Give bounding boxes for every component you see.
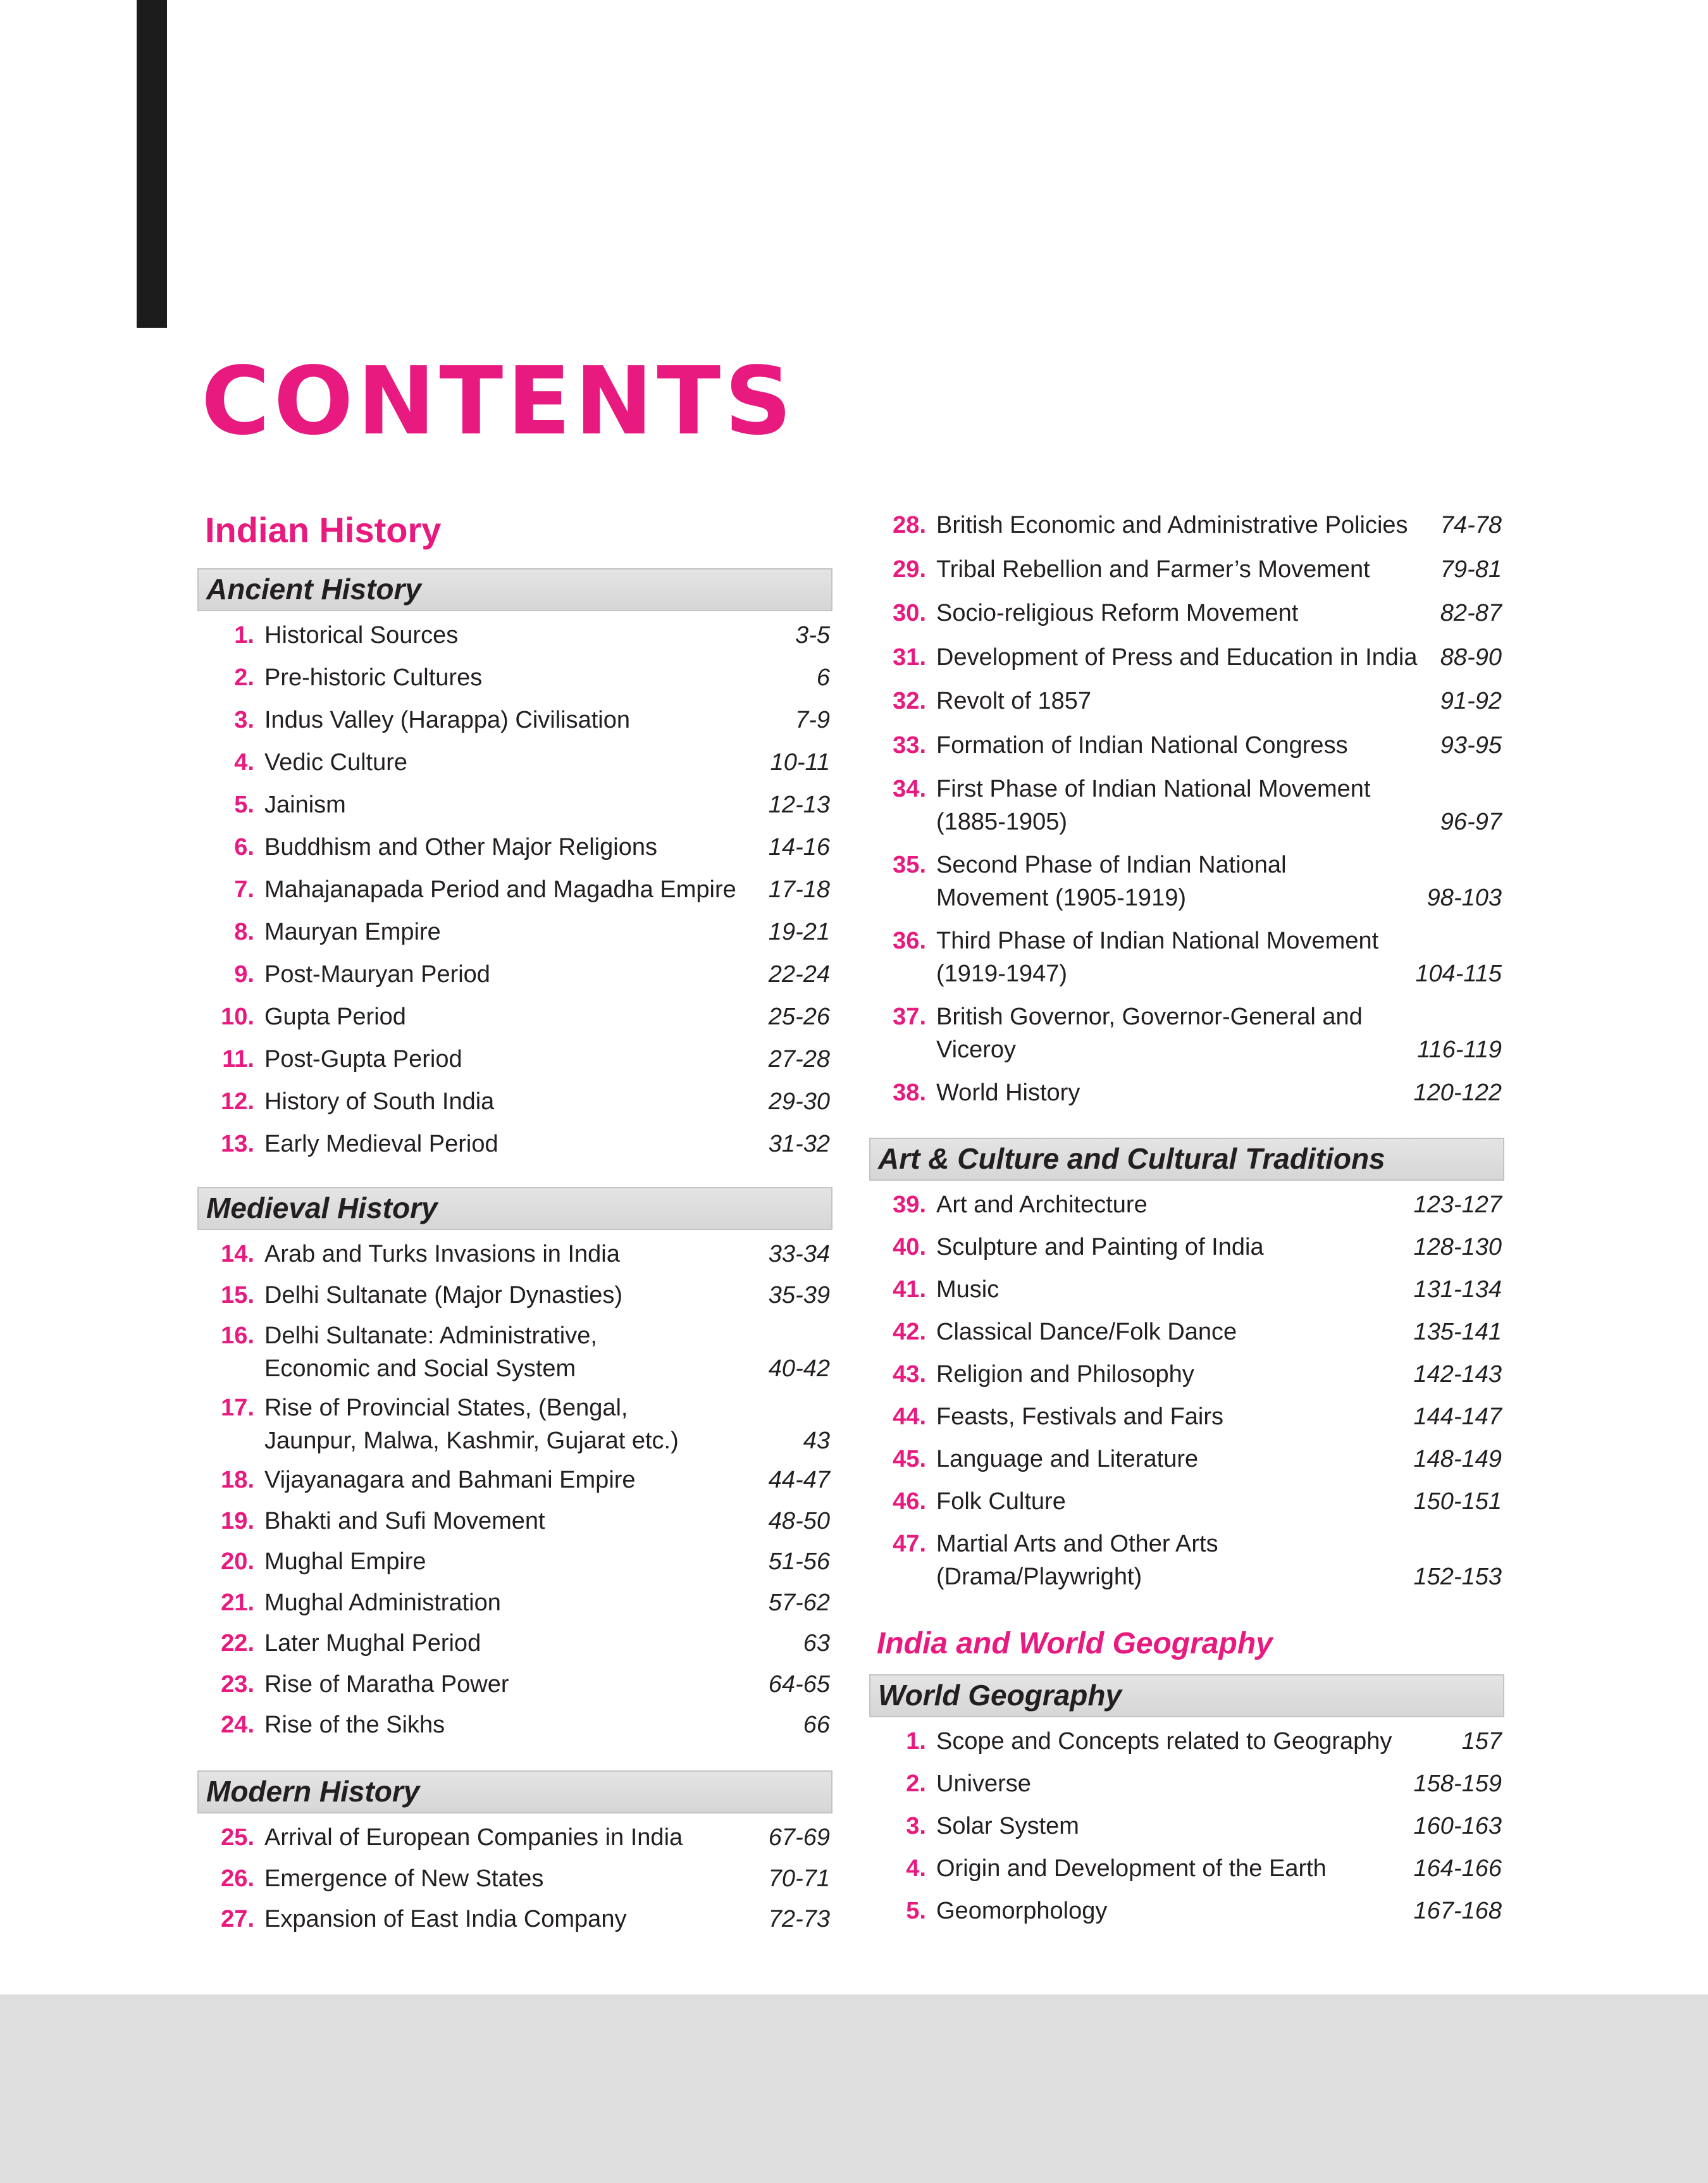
part-title-indian-history: Indian History bbox=[205, 510, 442, 550]
toc-entry[interactable] bbox=[869, 1231, 1504, 1264]
entry-page-range: 152-153 bbox=[1413, 1564, 1502, 1590]
toc-entry[interactable] bbox=[197, 1279, 832, 1312]
entry-number: 22. bbox=[221, 1630, 254, 1657]
toc-entry[interactable] bbox=[869, 1000, 1504, 1066]
entry-title: Indus Valley (Harappa) Civilisation bbox=[264, 707, 630, 733]
corner-bar-decoration bbox=[137, 0, 167, 328]
entry-number: 14. bbox=[221, 1241, 254, 1267]
entry-number: 6. bbox=[234, 834, 254, 861]
toc-entry[interactable] bbox=[197, 873, 832, 906]
toc-entry[interactable] bbox=[869, 553, 1504, 586]
toc-entry[interactable] bbox=[197, 788, 832, 821]
toc-entry[interactable] bbox=[869, 597, 1504, 630]
entry-title: Rise of Maratha Power bbox=[264, 1670, 509, 1698]
entry-number: 42. bbox=[893, 1319, 926, 1345]
toc-entry[interactable] bbox=[197, 661, 832, 694]
entry-title: World History bbox=[936, 1079, 1080, 1106]
entry-number: 21. bbox=[221, 1589, 254, 1616]
toc-entry[interactable] bbox=[197, 1319, 832, 1385]
entry-title: Historical Sources bbox=[264, 622, 459, 649]
section-header-ancient-history bbox=[197, 568, 832, 611]
entry-number: 30. bbox=[893, 600, 926, 626]
entry-number: 24. bbox=[221, 1712, 254, 1738]
toc-entry[interactable] bbox=[869, 1443, 1504, 1476]
section-header-medieval-history bbox=[197, 1187, 832, 1230]
entry-number: 28. bbox=[893, 512, 926, 538]
entry-number: 33. bbox=[893, 731, 926, 759]
toc-entry[interactable] bbox=[869, 1358, 1504, 1391]
toc-entry[interactable] bbox=[869, 924, 1504, 990]
entry-title: Rise of the Sikhs bbox=[264, 1712, 445, 1738]
entry-title: Art and Architecture bbox=[936, 1191, 1148, 1218]
entry-page-range: 12-13 bbox=[768, 792, 830, 818]
toc-entry[interactable] bbox=[869, 1894, 1504, 1927]
entry-page-range: 66 bbox=[803, 1712, 830, 1738]
entry-page-range: 14-16 bbox=[768, 834, 830, 861]
entry-page-range: 150-151 bbox=[1413, 1488, 1502, 1515]
entry-page-range: 93-95 bbox=[1440, 731, 1502, 759]
entry-page-range: 17-18 bbox=[768, 876, 830, 903]
section-title: Modern History bbox=[206, 1775, 420, 1808]
entry-number: 17. bbox=[221, 1395, 254, 1421]
entry-number: 46. bbox=[893, 1488, 926, 1515]
entry-page-range: 158-159 bbox=[1413, 1770, 1502, 1797]
toc-entry[interactable] bbox=[869, 1076, 1504, 1109]
section-title: World Geography bbox=[878, 1679, 1122, 1712]
toc-entry[interactable] bbox=[869, 1527, 1504, 1593]
entry-title: Scope and Concepts related to Geography bbox=[936, 1728, 1392, 1755]
entry-page-range: 104-115 bbox=[1415, 961, 1502, 987]
entry-number: 36. bbox=[893, 928, 926, 954]
entry-title: British Economic and Administrative Policies bbox=[936, 512, 1408, 538]
entry-number: 37. bbox=[893, 1004, 926, 1030]
entry-title: Post-Mauryan Period bbox=[264, 961, 490, 988]
entry-number: 5. bbox=[234, 792, 254, 818]
entry-title: Tribal Rebellion and Farmer’s Movement bbox=[936, 556, 1370, 583]
entry-number: 20. bbox=[221, 1548, 254, 1575]
entry-title: Later Mughal Period bbox=[264, 1630, 481, 1657]
entry-title: Post-Gupta Period bbox=[264, 1046, 462, 1073]
entry-number: 19. bbox=[221, 1507, 254, 1534]
entry-title: Third Phase of Indian National Movement (1919-1947) bbox=[936, 928, 1379, 987]
toc-entry[interactable] bbox=[197, 619, 832, 652]
entry-page-range: 131-134 bbox=[1413, 1276, 1502, 1303]
entry-page-range: 7-9 bbox=[795, 707, 830, 733]
entry-number: 3. bbox=[906, 1813, 926, 1839]
toc-entry[interactable] bbox=[197, 1464, 832, 1496]
entry-page-range: 67-69 bbox=[768, 1824, 830, 1851]
entry-title: Language and Literature bbox=[936, 1446, 1199, 1472]
toc-entry[interactable] bbox=[197, 704, 832, 737]
entry-page-range: 96-97 bbox=[1440, 809, 1502, 835]
section-header-world-geography bbox=[869, 1674, 1504, 1717]
entry-title: Bhakti and Sufi Movement bbox=[264, 1507, 545, 1534]
toc-entry[interactable] bbox=[197, 1085, 832, 1118]
entry-page-range: 116-119 bbox=[1417, 1036, 1502, 1063]
toc-entry[interactable] bbox=[197, 1668, 832, 1701]
entry-page-range: 29-30 bbox=[768, 1088, 830, 1115]
entry-number: 8. bbox=[234, 919, 254, 945]
toc-entry[interactable] bbox=[197, 1708, 832, 1741]
entry-title: Buddhism and Other Major Religions bbox=[264, 834, 657, 861]
entry-number: 10. bbox=[221, 1004, 254, 1030]
entry-title: Music bbox=[936, 1276, 999, 1303]
toc-entry[interactable] bbox=[869, 1810, 1504, 1843]
entry-title: Delhi Sultanate (Major Dynasties) bbox=[264, 1281, 623, 1309]
toc-entry[interactable] bbox=[197, 916, 832, 948]
entry-number: 4. bbox=[906, 1855, 926, 1882]
entry-number: 27. bbox=[221, 1906, 254, 1932]
entry-number: 2. bbox=[234, 664, 254, 691]
entry-title: Martial Arts and Other Arts (Drama/Playwright) bbox=[936, 1531, 1218, 1590]
toc-entry[interactable] bbox=[869, 773, 1504, 838]
section-title: Art & Culture and Cultural Traditions bbox=[878, 1142, 1385, 1175]
entry-page-range: 64-65 bbox=[768, 1670, 830, 1698]
entry-number: 12. bbox=[221, 1088, 254, 1115]
entry-page-range: 10-11 bbox=[770, 749, 830, 776]
entry-number: 15. bbox=[221, 1281, 254, 1309]
entry-title: Universe bbox=[936, 1770, 1031, 1797]
toc-entry[interactable] bbox=[869, 641, 1504, 674]
entry-title: Mahajanapada Period and Magadha Empire bbox=[264, 876, 736, 903]
entry-title: Rise of Provincial States, (Bengal, Jaunpur, Malwa, Kashmir, Gujarat etc.) bbox=[264, 1395, 679, 1454]
toc-entry[interactable] bbox=[197, 1545, 832, 1578]
toc-entry[interactable] bbox=[869, 1485, 1504, 1518]
entry-page-range: 6 bbox=[816, 664, 830, 691]
entry-page-range: 43 bbox=[803, 1427, 830, 1454]
entry-number: 40. bbox=[893, 1234, 926, 1260]
entry-number: 29. bbox=[893, 556, 926, 583]
entry-title: Mauryan Empire bbox=[264, 919, 441, 945]
toc-entry[interactable] bbox=[197, 1903, 832, 1936]
entry-number: 39. bbox=[893, 1191, 926, 1218]
entry-title: Pre-historic Cultures bbox=[264, 664, 483, 691]
entry-title: Geomorphology bbox=[936, 1898, 1108, 1924]
toc-entry[interactable] bbox=[869, 1400, 1504, 1433]
entry-page-range: 148-149 bbox=[1413, 1446, 1502, 1472]
toc-entry[interactable] bbox=[197, 1821, 832, 1854]
entry-number: 41. bbox=[893, 1276, 926, 1303]
entry-page-range: 48-50 bbox=[768, 1507, 830, 1534]
toc-entry[interactable] bbox=[869, 509, 1504, 542]
entry-title: Arrival of European Companies in India bbox=[264, 1824, 683, 1851]
entry-title: Folk Culture bbox=[936, 1488, 1066, 1515]
entry-title: Gupta Period bbox=[264, 1004, 406, 1030]
entry-number: 16. bbox=[221, 1322, 254, 1349]
entry-number: 5. bbox=[906, 1898, 926, 1924]
entry-page-range: 144-147 bbox=[1413, 1403, 1502, 1430]
toc-entry[interactable] bbox=[197, 1391, 832, 1457]
entry-title: Emergence of New States bbox=[264, 1865, 544, 1892]
entry-number: 23. bbox=[221, 1670, 254, 1698]
entry-page-range: 135-141 bbox=[1413, 1319, 1502, 1345]
entry-title: Classical Dance/Folk Dance bbox=[936, 1319, 1237, 1345]
entry-title: Mughal Empire bbox=[264, 1548, 426, 1575]
toc-entry[interactable] bbox=[197, 1862, 832, 1895]
entry-title: Jainism bbox=[264, 792, 346, 818]
entry-number: 38. bbox=[893, 1079, 926, 1106]
entry-title: Second Phase of Indian National Movement (1905-1919) bbox=[936, 852, 1287, 911]
toc-entry[interactable] bbox=[197, 831, 832, 864]
entry-page-range: 31-32 bbox=[768, 1131, 830, 1157]
toc-entry[interactable] bbox=[869, 1767, 1504, 1800]
entry-title: Development of Press and Education in India bbox=[936, 644, 1418, 671]
toc-entry[interactable] bbox=[869, 1725, 1504, 1758]
entry-number: 32. bbox=[893, 688, 926, 714]
entry-number: 11. bbox=[222, 1046, 254, 1073]
entry-page-range: 33-34 bbox=[768, 1241, 830, 1267]
section-title: Ancient History bbox=[206, 573, 421, 606]
entry-title: Solar System bbox=[936, 1813, 1079, 1839]
entry-page-range: 74-78 bbox=[1440, 512, 1502, 538]
entry-number: 47. bbox=[893, 1531, 926, 1557]
entry-title: Mughal Administration bbox=[264, 1589, 501, 1616]
entry-number: 1. bbox=[906, 1728, 926, 1755]
entry-page-range: 25-26 bbox=[768, 1004, 830, 1030]
entry-number: 35. bbox=[893, 852, 926, 878]
section-header-modern-history bbox=[197, 1770, 832, 1813]
toc-entry[interactable] bbox=[197, 1505, 832, 1538]
entry-page-range: 167-168 bbox=[1413, 1898, 1502, 1924]
entry-page-range: 160-163 bbox=[1413, 1813, 1502, 1839]
toc-entry[interactable] bbox=[869, 685, 1504, 718]
entry-page-range: 72-73 bbox=[768, 1906, 830, 1932]
entry-number: 4. bbox=[234, 749, 254, 776]
entry-page-range: 88-90 bbox=[1440, 644, 1502, 671]
entry-title: History of South India bbox=[264, 1088, 495, 1115]
entry-page-range: 3-5 bbox=[795, 622, 830, 649]
entry-title: First Phase of Indian National Movement (1885-1905) bbox=[936, 776, 1371, 835]
entry-page-range: 63 bbox=[803, 1630, 830, 1657]
toc-entry[interactable] bbox=[197, 1627, 832, 1660]
entry-page-range: 142-143 bbox=[1413, 1361, 1502, 1388]
section-title: Medieval History bbox=[206, 1191, 438, 1224]
toc-entry[interactable] bbox=[869, 1273, 1504, 1306]
toc-entry[interactable] bbox=[869, 729, 1504, 762]
toc-entry[interactable] bbox=[869, 849, 1504, 914]
entry-title: Feasts, Festivals and Fairs bbox=[936, 1403, 1224, 1430]
toc-entry[interactable] bbox=[197, 1238, 832, 1271]
entry-page-range: 82-87 bbox=[1440, 600, 1502, 626]
entry-number: 45. bbox=[893, 1446, 926, 1472]
footer-band bbox=[0, 1994, 1708, 2183]
toc-entry[interactable] bbox=[197, 1043, 832, 1076]
entry-number: 2. bbox=[906, 1770, 926, 1797]
entry-page-range: 79-81 bbox=[1440, 556, 1502, 583]
part-title-geography: India and World Geography bbox=[877, 1627, 1273, 1660]
entry-page-range: 27-28 bbox=[768, 1046, 830, 1073]
entry-page-range: 98-103 bbox=[1426, 885, 1502, 911]
entry-title: Origin and Development of the Earth bbox=[936, 1855, 1327, 1882]
entry-title: Expansion of East India Company bbox=[264, 1906, 627, 1932]
toc-entry[interactable] bbox=[197, 1128, 832, 1160]
entry-page-range: 164-166 bbox=[1413, 1855, 1502, 1882]
toc-entry[interactable] bbox=[197, 1000, 832, 1033]
entry-number: 13. bbox=[221, 1131, 254, 1157]
entry-page-range: 19-21 bbox=[768, 919, 830, 945]
entry-title: Revolt of 1857 bbox=[936, 688, 1092, 714]
entry-page-range: 35-39 bbox=[768, 1281, 830, 1309]
entry-number: 25. bbox=[221, 1824, 254, 1851]
entry-page-range: 70-71 bbox=[768, 1865, 830, 1892]
entry-number: 31. bbox=[893, 644, 926, 671]
entry-page-range: 91-92 bbox=[1440, 688, 1502, 714]
entry-number: 34. bbox=[893, 776, 926, 802]
entry-number: 44. bbox=[893, 1403, 926, 1430]
entry-title: British Governor, Governor-General and Viceroy bbox=[936, 1004, 1363, 1063]
entry-number: 3. bbox=[234, 707, 254, 733]
entry-page-range: 44-47 bbox=[768, 1467, 830, 1493]
toc-entry[interactable] bbox=[197, 746, 832, 779]
entry-page-range: 57-62 bbox=[768, 1589, 830, 1616]
entry-page-range: 22-24 bbox=[768, 961, 830, 988]
entry-number: 7. bbox=[234, 876, 254, 903]
section-header-art-culture bbox=[869, 1138, 1504, 1181]
entry-title: Religion and Philosophy bbox=[936, 1361, 1194, 1388]
entry-title: Vijayanagara and Bahmani Empire bbox=[264, 1467, 636, 1493]
entry-page-range: 157 bbox=[1461, 1728, 1502, 1755]
toc-entry[interactable] bbox=[869, 1315, 1504, 1348]
entry-title: Sculpture and Painting of India bbox=[936, 1234, 1264, 1260]
entry-title: Vedic Culture bbox=[264, 749, 408, 776]
toc-entry[interactable] bbox=[869, 1188, 1504, 1221]
entry-page-range: 123-127 bbox=[1413, 1191, 1502, 1218]
entry-number: 26. bbox=[221, 1865, 254, 1892]
entry-title: Delhi Sultanate: Administrative, Economic and Social System bbox=[264, 1322, 597, 1382]
entry-number: 18. bbox=[221, 1467, 254, 1493]
entry-number: 43. bbox=[893, 1361, 926, 1388]
entry-page-range: 128-130 bbox=[1413, 1234, 1502, 1260]
entry-page-range: 51-56 bbox=[768, 1548, 830, 1575]
entry-page-range: 120-122 bbox=[1413, 1079, 1502, 1106]
entry-number: 1. bbox=[234, 622, 254, 649]
entry-number: 9. bbox=[234, 961, 254, 988]
entry-title: Early Medieval Period bbox=[264, 1131, 498, 1157]
page-title: CONTENTS bbox=[201, 347, 796, 456]
toc-entry[interactable] bbox=[197, 958, 832, 991]
entry-page-range: 40-42 bbox=[768, 1355, 830, 1382]
entry-title: Formation of Indian National Congress bbox=[936, 731, 1348, 759]
entry-title: Socio-religious Reform Movement bbox=[936, 600, 1299, 626]
toc-entry[interactable] bbox=[869, 1852, 1504, 1885]
entry-title: Arab and Turks Invasions in India bbox=[264, 1241, 620, 1267]
toc-entry[interactable] bbox=[197, 1586, 832, 1619]
